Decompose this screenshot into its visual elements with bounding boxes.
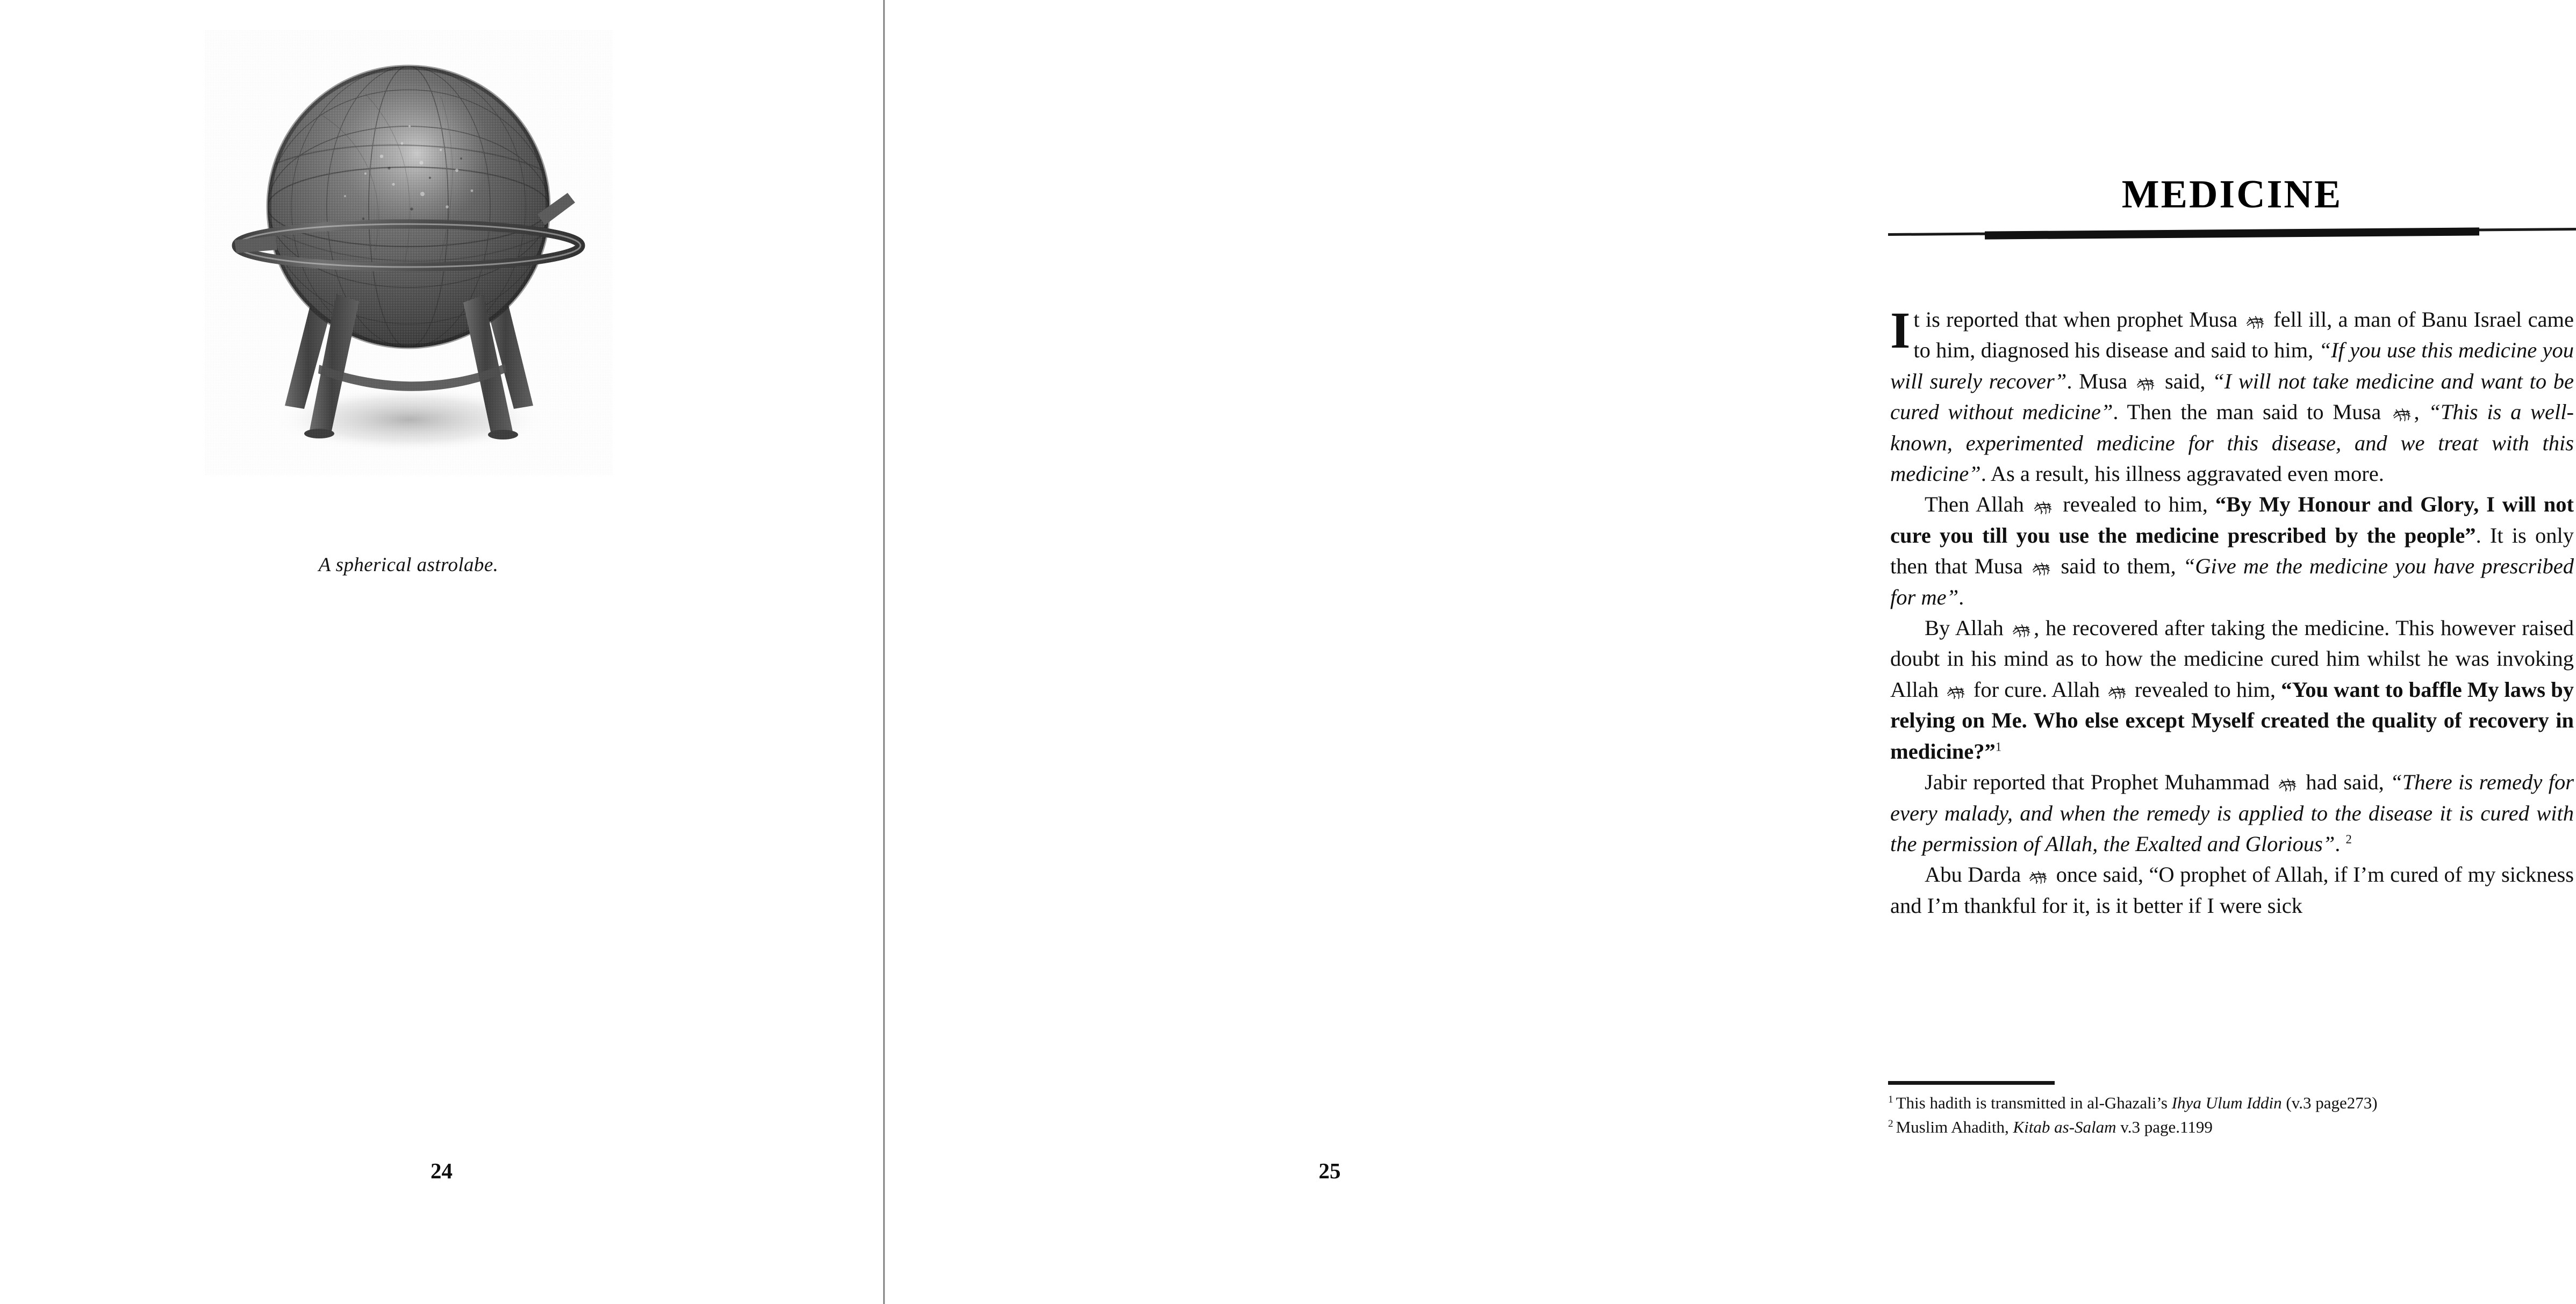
honorific-ornament-icon (2032, 559, 2051, 577)
text-run-roman: fell ill, a man of Banu Israel came to him, diagnosed his disease and said to him, (1913, 307, 2574, 363)
text-run-roman: for cure. Allah (1968, 677, 2106, 702)
honorific-ornament-icon (2245, 313, 2265, 330)
text-run-italic: Kitab as-Salam (2013, 1118, 2116, 1136)
honorific-ornament-icon (2278, 775, 2298, 793)
text-run-roman: t is reported that when prophet Musa (1913, 307, 2244, 332)
text-run-superscript: 2 (2345, 832, 2352, 846)
text-run-roman: revealed to him, (2129, 677, 2281, 702)
chapter-title: MEDICINE (2121, 172, 2343, 217)
text-run-superscript: 1 (1995, 740, 2002, 754)
text-run-roman: . It is only then that Musa (1890, 523, 2574, 579)
footnote-marker: 1 (1888, 1093, 1893, 1105)
text-run-italic: , (2170, 554, 2183, 579)
text-run-roman: said, (2158, 369, 2213, 393)
honorific-ornament-icon (2136, 374, 2156, 392)
honorific-ornament-icon (2107, 683, 2127, 700)
honorific-ornament-icon (2012, 621, 2032, 638)
text-run-italic: “There is remedy for every malady, and when the remedy is applied to the disease it is cured with the permission of Allah, the Exalted and Glorious” (1890, 770, 2574, 856)
honorific-ornament-icon (2033, 498, 2053, 515)
text-run-roman: Then Allah (1925, 492, 2032, 517)
text-run-roman: (v.3 page273) (2281, 1093, 2378, 1112)
footnote-list (1888, 1091, 2576, 1139)
text-run-roman: said to them (2054, 554, 2171, 579)
text-run-italic: “If you use this medicine you will surely recover” (1890, 338, 2574, 393)
text-run-roman: v.3 page.1199 (2116, 1118, 2213, 1136)
page-number-right: 25 (1318, 1158, 1341, 1183)
footnote-separator-rule (1888, 1081, 2055, 1085)
text-run-italic: “I will not take medicine and want to be cured without medicine” (1890, 369, 2574, 424)
text-run-roman: Abu Darda (1925, 862, 2027, 887)
page-number-left: 24 (430, 1158, 453, 1183)
figure-caption: A spherical astrolabe. (318, 554, 499, 576)
text-run-roman: . (1958, 585, 1964, 609)
text-run-roman: . As a result, his illness aggravated even more. (1981, 462, 2384, 486)
page-left (0, 0, 883, 1304)
honorific-ornament-icon (2392, 405, 2412, 422)
title-rule-ornament (1888, 222, 2576, 243)
figure-spherical-astrolabe (204, 30, 613, 576)
text-run-roman: revealed to him, (2055, 492, 2215, 517)
text-run-roman: . Then the man said to Musa (2113, 400, 2390, 424)
title-rule-thick (1985, 227, 2479, 239)
text-run-roman: had said, (2299, 770, 2391, 795)
text-run-roman: Jabir reported that Prophet Muhammad (1925, 770, 2276, 795)
text-run-roman: once said, “O prophet of Allah, if I’m cured of my sickness and I’m thankful for it, is it better if I were sick (1890, 862, 2574, 918)
spherical-astrolabe-image (204, 30, 613, 476)
text-run-roman: . Musa (2066, 369, 2134, 393)
text-run-roman: Muslim Ahadith, (1896, 1118, 2013, 1136)
text-run-bold: “You want to baffle My laws by relying on Me. Who else except Myself created the quality of recovery in medicine?” (1890, 677, 2574, 763)
footnote-item (1888, 1115, 2576, 1139)
text-run-roman: , he recovered after taking the medicine. This however raised doubt in his mind as to how the medicine cured him whilst he was invoking Allah (1890, 616, 2574, 702)
body-paragraph (1890, 767, 2574, 859)
body-paragraph (1890, 301, 2574, 489)
page-right (885, 0, 2574, 1304)
drop-cap: I (1890, 301, 1911, 359)
body-paragraph (1890, 613, 2574, 767)
body-text-column (1890, 301, 2574, 921)
text-run-italic: “Give me the medicine you have prescribed for me” (1890, 554, 2574, 609)
text-run-italic: Ihya Ulum Iddin (2171, 1093, 2282, 1112)
text-run-bold: “By My Honour and Glory, I will not cure you till you use the medicine prescribed by the people” (1890, 492, 2574, 547)
footnote-item (1888, 1091, 2576, 1115)
text-run-roman: , (2414, 400, 2429, 424)
text-run-roman: This hadith is transmitted in al-Ghazali’s (1896, 1093, 2172, 1112)
text-run-italic: “This is a well-known, experimented medicine for this disease, and we treat with this medicine” (1890, 400, 2574, 486)
text-run-roman: By Allah (1925, 616, 2010, 640)
footnote-marker: 2 (1888, 1118, 1893, 1129)
body-paragraph (1890, 489, 2574, 613)
body-paragraph (1890, 859, 2574, 921)
honorific-ornament-icon (1946, 683, 1966, 700)
honorific-ornament-icon (2028, 868, 2048, 885)
text-run-roman: . (2335, 831, 2346, 856)
